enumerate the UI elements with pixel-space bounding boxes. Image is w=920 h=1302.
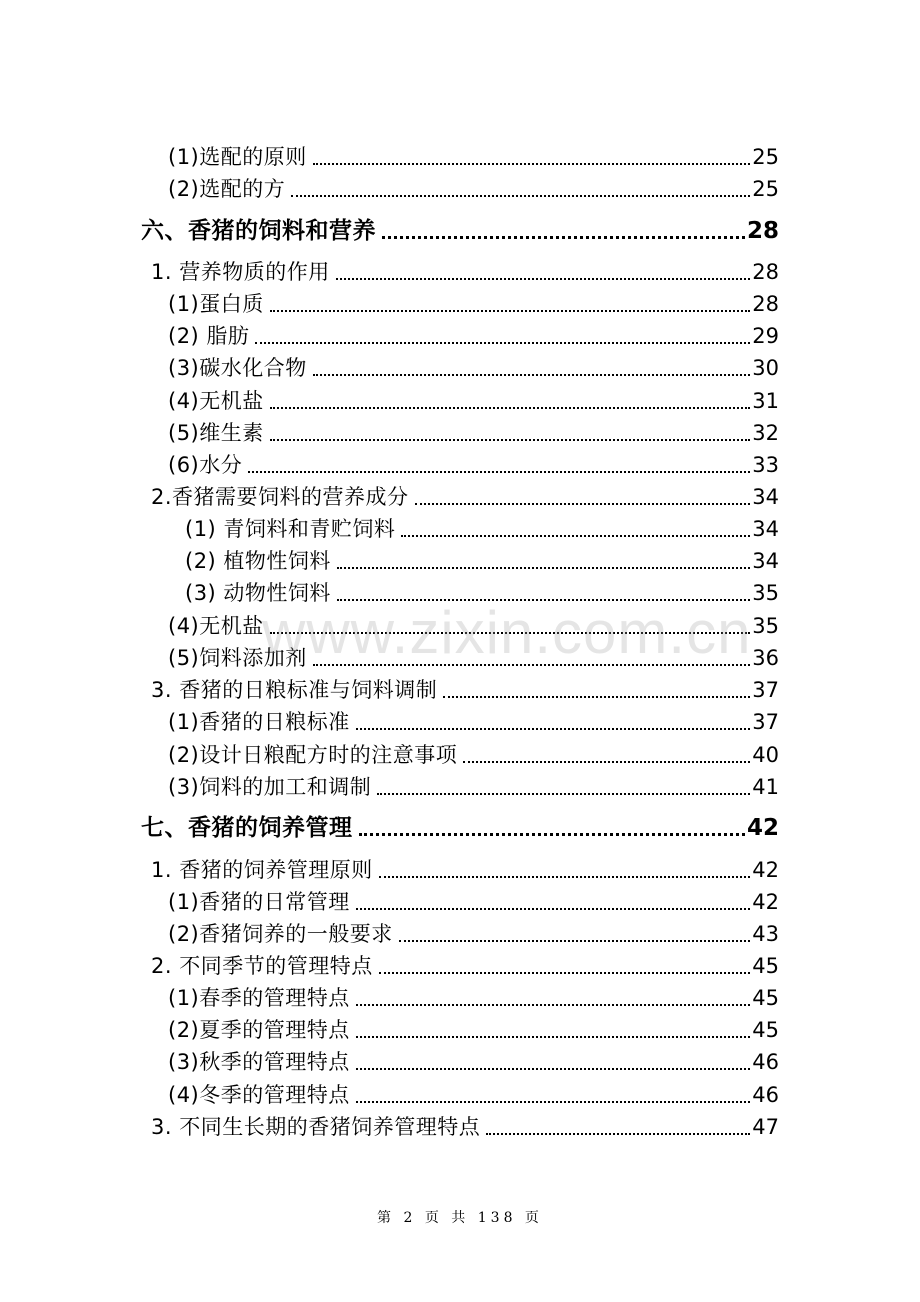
toc-entry[interactable]	[168, 451, 779, 479]
dot-leader	[356, 1004, 751, 1006]
toc-page-number: 46	[752, 1083, 779, 1107]
toc-entry-title: 2. 不同季节的管理特点	[151, 954, 373, 978]
toc-entry-title: (3) 动物性饲料	[185, 581, 331, 605]
toc-entry-title: (1)选配的原则	[168, 145, 307, 169]
toc-entry-title: (5)饲料添加剂	[168, 646, 307, 670]
toc-page-number: 28	[752, 292, 779, 316]
toc-entry-title: (4)冬季的管理特点	[168, 1083, 350, 1107]
toc-page-number: 45	[752, 954, 779, 978]
toc-entry-title: (3)碳水化合物	[168, 356, 307, 380]
toc-entry-title: (5)维生素	[168, 421, 264, 445]
dot-leader	[379, 972, 751, 974]
dot-leader	[313, 163, 751, 165]
toc-entry-title: (2)夏季的管理特点	[168, 1018, 350, 1042]
toc-entry-title: 2.香猪需要饲料的营养成分	[151, 485, 409, 509]
toc-entry[interactable]	[151, 952, 779, 980]
toc-page-number: 32	[752, 421, 779, 445]
page-footer: 第 2 页 共 138 页	[377, 1210, 543, 1226]
toc-entry[interactable]	[168, 419, 779, 447]
dot-leader	[248, 471, 750, 473]
toc-page-number: 45	[752, 986, 779, 1010]
dot-leader	[270, 407, 751, 409]
toc-entry[interactable]	[151, 676, 779, 704]
toc-page-number: 45	[752, 1018, 779, 1042]
dot-leader	[401, 535, 750, 537]
dot-leader	[443, 696, 750, 698]
toc-entry-title: 1. 营养物质的作用	[151, 260, 330, 284]
toc-page-number: 47	[752, 1115, 779, 1139]
toc-page-number: 25	[752, 145, 779, 169]
toc-entry-title: (3)秋季的管理特点	[168, 1050, 350, 1074]
toc-chapter[interactable]	[141, 814, 779, 842]
toc-entry[interactable]	[168, 387, 779, 415]
toc-entry-title: 3. 不同生长期的香猪饲养管理特点	[151, 1115, 481, 1139]
toc-entry[interactable]	[168, 354, 779, 382]
toc-entry[interactable]	[168, 888, 779, 916]
toc-page-number: 37	[752, 678, 779, 702]
toc-entry[interactable]	[168, 1016, 779, 1044]
toc-page-number: 28	[752, 260, 779, 284]
toc-page-number: 29	[752, 324, 779, 348]
toc-entry-title: 1. 香猪的饲养管理原则	[151, 858, 373, 882]
toc-entry[interactable]	[151, 856, 779, 884]
dot-leader	[356, 1036, 751, 1038]
toc-page-number: 42	[746, 815, 779, 841]
toc-page-number: 40	[752, 743, 779, 767]
toc-page-number: 36	[752, 646, 779, 670]
dot-leader	[463, 761, 750, 763]
toc-page-number: 33	[752, 453, 779, 477]
toc-page-number: 31	[752, 389, 779, 413]
dot-leader	[270, 310, 751, 312]
toc-entry[interactable]	[168, 1081, 779, 1109]
toc-entry-title: (1) 青饲料和青贮饲料	[185, 517, 396, 541]
toc-entry-title: (2)香猪饲养的一般要求	[168, 922, 393, 946]
dot-leader	[415, 503, 751, 505]
dot-leader	[356, 908, 751, 910]
toc-entry[interactable]	[168, 290, 779, 318]
toc-page-number: 42	[752, 890, 779, 914]
toc-entry[interactable]	[168, 920, 779, 948]
dot-leader	[270, 439, 751, 441]
dot-leader	[313, 374, 751, 376]
toc-entry-title: (1)蛋白质	[168, 292, 264, 316]
toc-page-number: 41	[752, 775, 779, 799]
dot-leader	[356, 1101, 751, 1103]
toc-entry-title: (2) 植物性饲料	[185, 549, 331, 573]
dot-leader	[291, 195, 750, 197]
toc-page-number: 42	[752, 858, 779, 882]
toc-entry-title: 六、香猪的饲料和营养	[141, 218, 376, 244]
toc-page-number: 34	[752, 485, 779, 509]
toc-entry[interactable]	[168, 984, 779, 1012]
toc-entry-title: 3. 香猪的日粮标准与饲料调制	[151, 678, 438, 702]
toc-entry[interactable]	[168, 322, 779, 350]
toc-entry[interactable]	[168, 1048, 779, 1076]
toc-entry[interactable]	[168, 175, 779, 203]
toc-entry[interactable]	[168, 708, 779, 736]
watermark: www.zixin.com.cn	[262, 599, 752, 666]
dot-leader	[337, 567, 750, 569]
toc-entry[interactable]	[168, 773, 779, 801]
toc-entry[interactable]	[151, 258, 779, 286]
toc-entry-title: (6)水分	[168, 453, 243, 477]
dot-leader	[356, 1068, 751, 1070]
toc-chapter[interactable]	[141, 217, 779, 245]
dot-leader	[382, 236, 745, 239]
toc-page-number: 25	[752, 177, 779, 201]
dot-leader	[356, 728, 751, 730]
toc-page-number: 35	[752, 614, 779, 638]
toc-entry-title: (1)香猪的日常管理	[168, 890, 350, 914]
toc-entry-title: 七、香猪的饲养管理	[141, 815, 353, 841]
toc-entry-title: (2) 脂肪	[168, 324, 250, 348]
toc-page-number: 34	[752, 549, 779, 573]
toc-page-number: 43	[752, 922, 779, 946]
toc-entry-title: (4)无机盐	[168, 389, 264, 413]
dot-leader	[399, 940, 751, 942]
toc-entry-title: (1)香猪的日粮标准	[168, 710, 350, 734]
toc-entry[interactable]	[185, 547, 779, 575]
dot-leader	[379, 876, 751, 878]
toc-entry[interactable]	[168, 143, 779, 171]
dot-leader	[377, 793, 750, 795]
toc-entry[interactable]	[151, 1113, 779, 1141]
dot-leader	[359, 833, 745, 836]
dot-leader	[255, 342, 750, 344]
toc-entry-title: (2)设计日粮配方时的注意事项	[168, 743, 458, 767]
toc-entry-title: (3)饲料的加工和调制	[168, 775, 372, 799]
toc-page-number: 34	[752, 517, 779, 541]
toc-page-number: 35	[752, 581, 779, 605]
toc-entry[interactable]	[151, 483, 779, 511]
toc-page-number: 28	[746, 218, 779, 244]
toc-page-number: 37	[752, 710, 779, 734]
dot-leader	[336, 278, 751, 280]
toc-page-number: 30	[752, 356, 779, 380]
dot-leader	[486, 1133, 750, 1135]
toc-entry-title: (1)春季的管理特点	[168, 986, 350, 1010]
toc-entry-title: (4)无机盐	[168, 614, 264, 638]
toc-page-number: 46	[752, 1050, 779, 1074]
toc-entry-title: (2)选配的方	[168, 177, 286, 201]
toc-entry[interactable]	[168, 741, 779, 769]
toc-entry[interactable]	[185, 515, 779, 543]
